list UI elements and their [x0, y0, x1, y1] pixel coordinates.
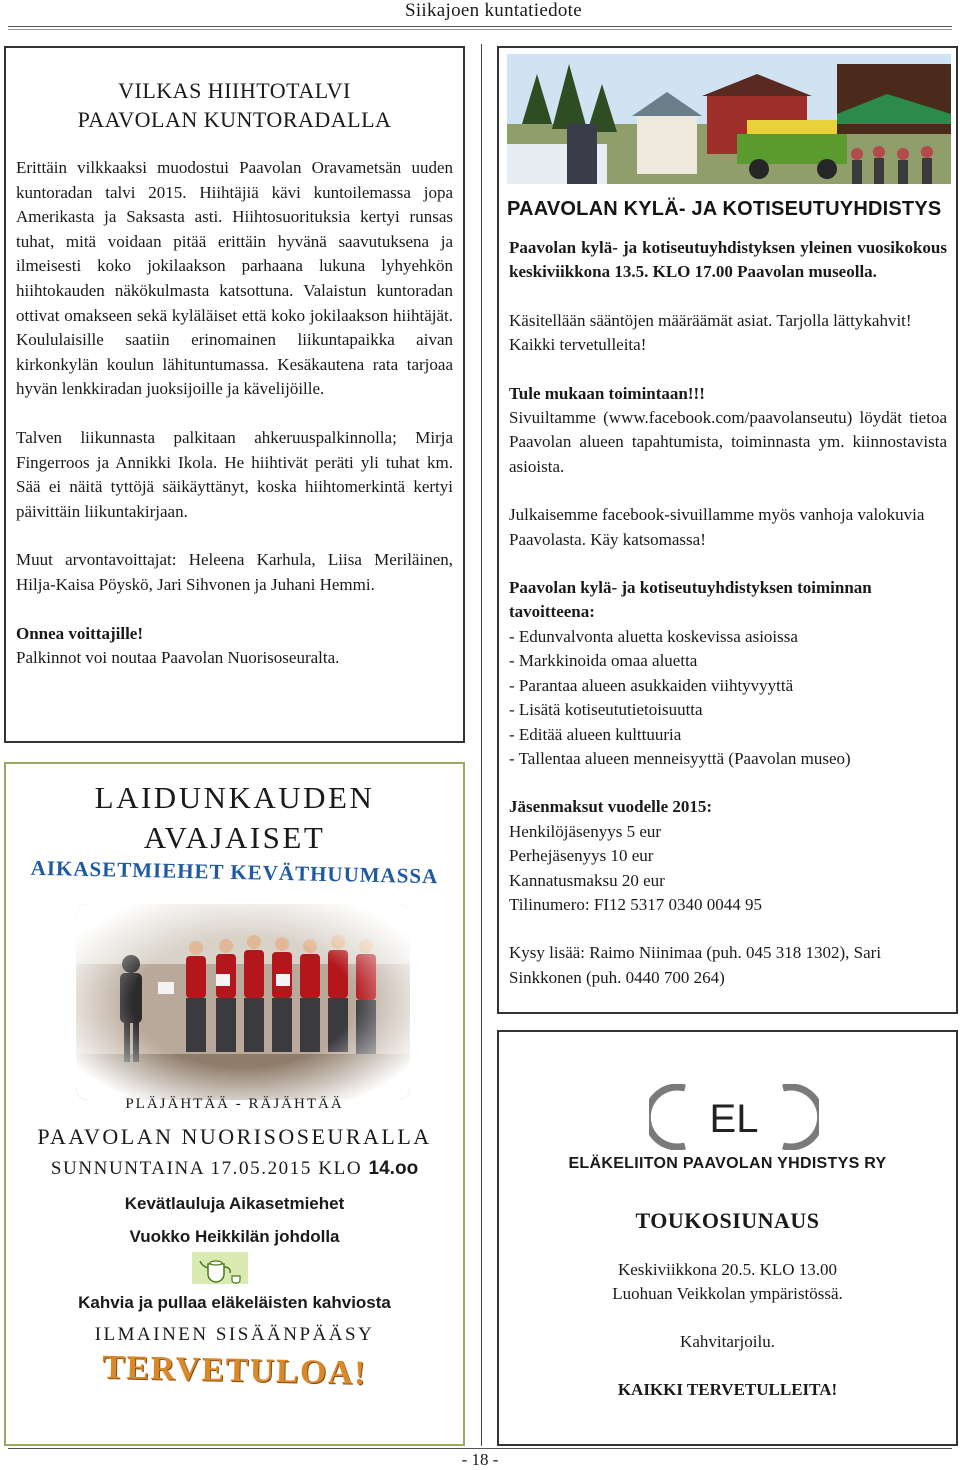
ski-paragraph-2: Talven liikunnasta palkitaan ahkeruuspalkinnolla; Mirja Fingerroos ja Annikki Ikola. He hiihtivät peräti yli tuhat km. Sää ei näitä tyttöjä säikäyttänyt, koska hiihtomerkintä kertyi päivittäin liikuntakirjaan. — [16, 427, 453, 521]
kyla-association-box — [497, 46, 958, 1014]
laidun-datetime — [6, 1158, 463, 1180]
elake-date: Keskiviikkona 20.5. KLO 13.00 — [617, 1260, 838, 1279]
kyla-goal-item: - Markkinoida omaa aluetta — [509, 651, 698, 671]
kyla-fees-title: Jäsenmaksut vuodelle 2015: — [509, 797, 713, 817]
svg-text:EL: EL — [709, 1097, 759, 1141]
header-rule — [8, 26, 952, 27]
laidun-event-box — [4, 762, 465, 1446]
header-rule-secondary — [8, 29, 952, 30]
kyla-banner-photo — [507, 54, 951, 204]
laidun-welcome: TERVETULOA! — [101, 1349, 368, 1392]
kyla-meeting: Paavolan kylä- ja kotiseutuyhdistyksen yleinen vuosikokous keskiviikkona 13.5. KLO 17.00 Paavolan museolla. — [509, 238, 947, 282]
ski-title-line-1: VILKAS HIIHTOTALVI — [118, 78, 351, 103]
elake-location: Luohuan Veikkolan ympäristössä. — [612, 1284, 843, 1303]
elake-welcome: KAIKKI TERVETULLEITA! — [617, 1380, 838, 1399]
elakeliitto-logo-icon — [649, 1084, 819, 1150]
ski-paragraph-1: Erittäin vilkkaaksi muodostui Paavolan Oravametsän uuden kuntoradan talvi 2015. Hiihtäjiä kävi kuntoilemassa jopa Amerikasta ja Saksasta asti. Hiihtosuorituksia kertyi runsas tuhat, mitä voidaan pitää erittäin hyvänä saavutuksena ja ilmeisesti koko jokilaakson parhaana lukuna lyhyehkön hiihtokauden näkökulmasta katsottuna. Valaistun kuntoradan ottivat omakseen sekä kyläläiset että koko jokilaakson hiihtäjät. Koululaisille saatiin erinomainen liikuntapaikka aivan kirkonkylän koulun lähituntumassa. Kesäkautena rata tarjoaa hyvän lenkkiradan juoksijoille ja kävelijöille. — [16, 158, 453, 399]
kyla-old-photos: Julkaisemme facebook-sivuillamme myös vanhoja valokuvia Paavolasta. Käy katsomassa! — [509, 505, 925, 549]
kyla-goal-item: - Edunvalvonta aluetta koskevissa asioissa — [509, 626, 798, 646]
laidun-time: 14.oo — [368, 1158, 419, 1179]
kyla-facebook: Sivuiltamme (www.facebook.com/paavolanseutu) löydät tietoa Paavolan alueen tapahtumista, toiminnasta ym. kiinnostavista asioista. — [509, 408, 947, 476]
laidun-free-entry: ILMAINEN SISÄÄNPÄÄSY — [94, 1324, 375, 1345]
ski-congrats: Onnea voittajille! — [16, 623, 144, 643]
kyla-join: Tule mukaan toimintaan!!! — [509, 383, 705, 403]
page-number: - 18 - — [461, 1450, 499, 1469]
kyla-goals-title: Paavolan kylä- ja kotiseutuyhdistyksen toiminnan tavoitteena: — [509, 578, 872, 622]
kyla-body — [509, 236, 947, 990]
elake-org-name: ELÄKELIITON PAAVOLAN YHDISTYS RY — [568, 1155, 887, 1172]
kyla-contact: Kysy lisää: Raimo Niinimaa (puh. 045 318 1302), Sari Sinkkonen (puh. 0440 700 264) — [509, 943, 882, 987]
laidun-coffee-line: Kahvia ja pullaa eläkeläisten kahviosta — [78, 1293, 391, 1312]
kyla-goal-item: - Parantaa alueen asukkaiden viihtyvyyttä — [509, 675, 794, 695]
ski-paragraph-3: Muut arvontavoittajat: Heleena Karhula, Liisa Meriläinen, Hilja-Kaisa Pöyskö, Jari Sihvonen ja Juhani Hemmi. — [16, 550, 453, 594]
column-divider — [481, 44, 482, 1446]
coffee-icon — [192, 1252, 248, 1284]
kyla-fee-item: Henkilöjäsenyys 5 eur — [509, 821, 662, 841]
ski-article-box — [4, 46, 465, 743]
laidun-date: SUNNUNTAINA 17.05.2015 KLO — [50, 1158, 363, 1179]
footer-rule — [8, 1448, 952, 1449]
kyla-banner-title: PAAVOLAN KYLÄ- JA KOTISEUTUYHDISTYS — [507, 198, 942, 220]
kyla-fee-item: Kannatusmaksu 20 eur — [509, 870, 665, 890]
ski-article-title — [16, 76, 453, 134]
laidun-subtitle: AIKASETMIEHET KEVÄTHUUMASSA — [30, 855, 439, 889]
laidun-tagline: PLÄJÄHTÄÄ - RÄJÄHTÄÄ — [125, 1096, 344, 1112]
kyla-goal-item: - Lisätä kotiseututietoisuutta — [509, 700, 703, 720]
laidun-program-line-2: Vuokko Heikkilän johdolla — [129, 1227, 340, 1246]
choir-photo — [76, 904, 410, 1100]
elake-title: TOUKOSIUNAUS — [635, 1208, 820, 1233]
kyla-goal-item: - Tallentaa alueen menneisyyttä (Paavolan museo) — [509, 748, 851, 768]
kyla-fee-item: Perhejäsenyys 10 eur — [509, 846, 654, 866]
laidun-title-line-2: AVAJAISET — [143, 820, 326, 855]
laidun-venue: PAAVOLAN NUORISOSEURALLA — [37, 1124, 432, 1149]
kyla-account-number: Tilinumero: FI12 5317 0340 0044 95 — [509, 894, 762, 914]
kyla-agenda: Käsitellään sääntöjen määräämät asiat. Tarjolla lättykahvit! Kaikki tervetulleita! — [509, 310, 912, 355]
elake-event-box — [497, 1030, 958, 1446]
laidun-program-line-1: Kevätlauluja Aikasetmiehet — [124, 1194, 345, 1213]
laidun-title — [6, 778, 463, 858]
page-header-title: Siikajoen kuntatiedote — [404, 0, 582, 21]
ski-prizes: Palkinnot voi noutaa Paavolan Nuorisoseuralta. — [16, 648, 340, 668]
ski-title-line-2: PAAVOLAN KUNTORADALLA — [77, 107, 392, 132]
laidun-title-line-1: LAIDUNKAUDEN — [94, 780, 375, 815]
kyla-goal-item: - Editää alueen kulttuuria — [509, 724, 682, 744]
elake-coffee: Kahvitarjoilu. — [680, 1332, 775, 1351]
